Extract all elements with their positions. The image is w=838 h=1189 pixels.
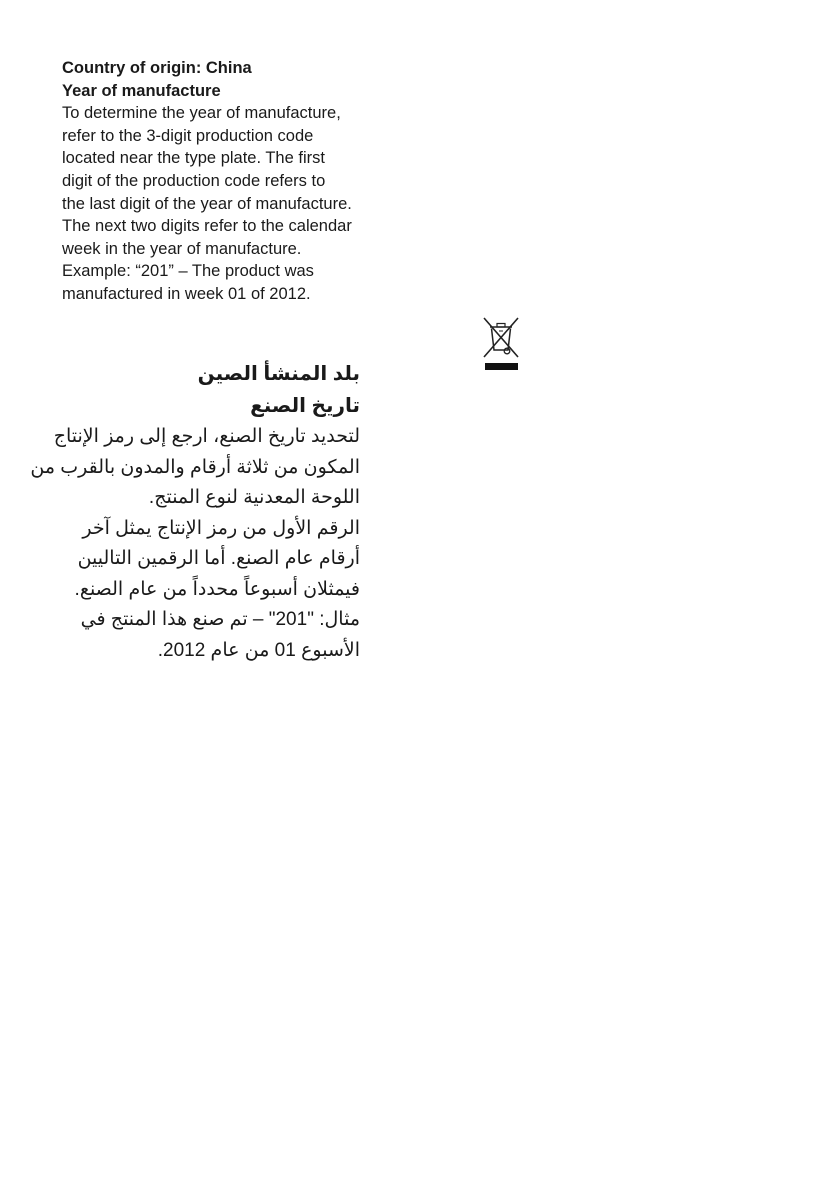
arabic-text-line: مثال: "201" – تم صنع هذا المنتج في xyxy=(80,609,360,630)
english-text-line: Example: “201” – The product was xyxy=(62,262,314,281)
arabic-text-line: الرقم الأول من رمز الإنتاج يمثل آخر xyxy=(82,517,360,539)
arabic-text-line: اللوحة المعدنية لنوع المنتج. xyxy=(148,487,360,508)
arabic-text-line: الأسبوع 01 من عام 2012. xyxy=(157,639,360,661)
english-text-line: manufactured in week 01 of 2012. xyxy=(62,284,311,303)
crossed-out-wheelie-bin-icon xyxy=(481,316,521,374)
english-section xyxy=(62,57,362,306)
arabic-text-line: أرقام عام الصنع. أما الرقمين التاليين xyxy=(77,548,360,569)
year-of-manufacture-heading: Year of manufacture xyxy=(62,81,221,100)
english-text-line: The next two digits refer to the calendar xyxy=(62,217,352,236)
english-text-line: located near the type plate. The first xyxy=(62,149,325,168)
english-text-line: digit of the production code refers to xyxy=(62,171,326,190)
arabic-year-of-manufacture-heading: تاريخ الصنع xyxy=(250,395,360,417)
english-text-line: refer to the 3-digit production code xyxy=(62,126,314,145)
arabic-text-line: المكون من ثلاثة أرقام والمدون بالقرب من xyxy=(30,456,360,478)
arabic-text-line: لتحديد تاريخ الصنع، ارجع إلى رمز الإنتاج xyxy=(53,426,360,447)
english-text-line: week in the year of manufacture. xyxy=(62,239,302,258)
arabic-text-line: فيمثلان أسبوعاً محدداً من عام الصنع. xyxy=(74,578,360,600)
arabic-section xyxy=(30,358,360,666)
english-text-line: To determine the year of manufacture, xyxy=(62,104,341,123)
country-of-origin-heading: Country of origin: China xyxy=(62,59,252,77)
arabic-country-of-origin-heading: بلد المنشأ الصين xyxy=(197,363,360,385)
english-text-line: the last digit of the year of manufacture. xyxy=(62,194,352,213)
